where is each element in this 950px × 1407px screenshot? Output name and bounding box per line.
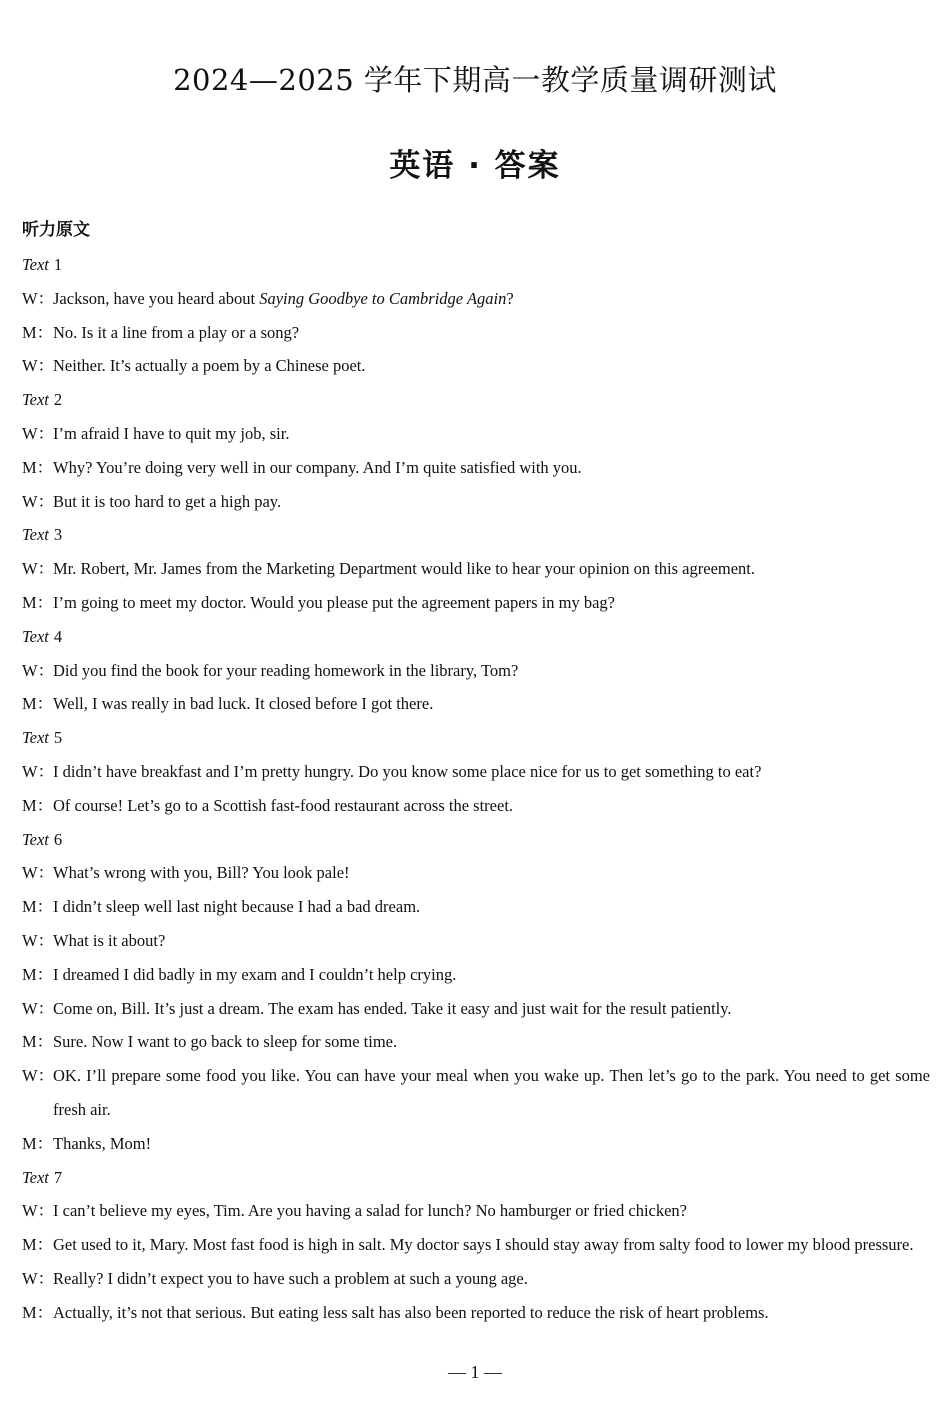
poem-title: Saying Goodbye to Cambridge Again bbox=[259, 288, 507, 308]
text-heading bbox=[22, 518, 930, 552]
dialogue-line bbox=[22, 924, 930, 958]
speaker-label: W： bbox=[22, 998, 55, 1018]
utterance-text: Actually, it’s not that serious. But eating less salt has also been reported to reduce the risk of heart problems. bbox=[53, 1302, 769, 1322]
transcript bbox=[22, 248, 930, 1330]
speaker-label: W： bbox=[22, 288, 55, 308]
text-heading-number: 3 bbox=[53, 525, 63, 545]
dialogue-line bbox=[22, 1059, 930, 1127]
utterance-text: Come on, Bill. It’s just a dream. The exam has ended. Take it easy and just wait for the result patiently. bbox=[53, 998, 732, 1018]
text-heading-number: 4 bbox=[53, 626, 63, 646]
utterance-text: Thanks, Mom! bbox=[53, 1133, 152, 1153]
utterance-text bbox=[53, 282, 930, 316]
speaker-label: M： bbox=[22, 1032, 54, 1052]
utterance-text: Did you find the book for your reading homework in the library, Tom? bbox=[53, 660, 519, 680]
dialogue-line bbox=[22, 687, 930, 721]
utterance-text: I didn’t have breakfast and I’m pretty hungry. Do you know some place nice for us to get something to eat? bbox=[53, 761, 762, 781]
speaker-label: W： bbox=[22, 491, 55, 511]
dialogue-line bbox=[22, 552, 930, 586]
utterance-text: I dreamed I did badly in my exam and I couldn’t help crying. bbox=[53, 964, 457, 984]
speaker-label: W： bbox=[22, 761, 55, 781]
dialogue-line bbox=[22, 485, 930, 519]
utterance-text: What’s wrong with you, Bill? You look pale! bbox=[53, 863, 350, 883]
dialogue-line bbox=[22, 586, 930, 620]
speaker-label: W： bbox=[22, 1268, 55, 1288]
dialogue-line bbox=[22, 1296, 930, 1330]
text-heading bbox=[22, 721, 930, 755]
document-subtitle: 英语 · 答案 bbox=[389, 148, 561, 184]
speaker-label: M： bbox=[22, 897, 54, 917]
text-heading-number: 6 bbox=[53, 829, 63, 849]
utterance-text: OK. I’ll prepare some food you like. You can have your meal when you wake up. Then let’s go to the park. You need to get some fresh air. bbox=[53, 1066, 930, 1119]
utterance-text: What is it about? bbox=[53, 930, 166, 950]
speaker-label: W： bbox=[22, 1201, 55, 1221]
utterance-text: I can’t believe my eyes, Tim. Are you having a salad for lunch? No hamburger or fried chicken? bbox=[53, 1201, 687, 1221]
dialogue-line bbox=[22, 992, 930, 1026]
dialogue-line bbox=[22, 451, 930, 485]
dialogue-line bbox=[22, 316, 930, 350]
speaker-label: M： bbox=[22, 795, 54, 815]
text-heading-label: Text bbox=[22, 829, 49, 849]
dialogue-line bbox=[22, 958, 930, 992]
dialogue-line bbox=[22, 282, 930, 316]
text-heading-number: 7 bbox=[53, 1167, 63, 1187]
text-heading-number: 2 bbox=[53, 390, 63, 410]
speaker-label: M： bbox=[22, 1302, 54, 1322]
utterance-text: Really? I didn’t expect you to have such a problem at such a young age. bbox=[53, 1268, 528, 1288]
dialogue-line bbox=[22, 890, 930, 924]
utterance-text: Get used to it, Mary. Most fast food is high in salt. My doctor says I should stay away from salty food to lower my blood pressure. bbox=[53, 1235, 914, 1255]
dialogue-line bbox=[22, 1262, 930, 1296]
text-heading-number: 5 bbox=[53, 728, 63, 748]
dialogue-line bbox=[22, 1194, 930, 1228]
dialogue-line bbox=[22, 349, 930, 383]
dialogue-line bbox=[22, 1025, 930, 1059]
speaker-label: M： bbox=[22, 1133, 54, 1153]
speaker-label: M： bbox=[22, 592, 54, 612]
text-heading-number: 1 bbox=[53, 255, 63, 274]
utterance-text: Sure. Now I want to go back to sleep for some time. bbox=[53, 1032, 398, 1052]
text-heading bbox=[22, 823, 930, 857]
utterance-text: Mr. Robert, Mr. James from the Marketing Department would like to hear your opinion on this agreement. bbox=[53, 559, 756, 579]
document-title: 2024—2025 学年下期高一教学质量调研测试 bbox=[173, 63, 777, 97]
speaker-label: W： bbox=[22, 660, 55, 680]
speaker-label: W： bbox=[22, 1066, 55, 1086]
text-heading bbox=[22, 620, 930, 654]
text-heading-label: Text bbox=[22, 1167, 49, 1187]
speaker-label: M： bbox=[22, 1235, 54, 1255]
utterance-text: No. Is it a line from a play or a song? bbox=[53, 322, 300, 342]
speaker-label: M： bbox=[22, 457, 54, 477]
dialogue-line bbox=[22, 417, 930, 451]
page-number: — 1 — bbox=[448, 1362, 502, 1382]
speaker-label: W： bbox=[22, 559, 55, 579]
utterance-text: I’m going to meet my doctor. Would you please put the agreement papers in my bag? bbox=[53, 592, 615, 612]
utterance-text-start: Jackson, have you heard about bbox=[53, 288, 260, 308]
utterance-text: I didn’t sleep well last night because I had a bad dream. bbox=[53, 897, 421, 917]
dialogue-line bbox=[22, 856, 930, 890]
utterance-text: But it is too hard to get a high pay. bbox=[53, 491, 282, 511]
utterance-text: Neither. It’s actually a poem by a Chinese poet. bbox=[53, 356, 366, 376]
speaker-label: M： bbox=[22, 964, 54, 984]
text-heading-label: Text bbox=[22, 728, 49, 748]
section-title: 听力原文 bbox=[22, 220, 90, 240]
speaker-label: M： bbox=[22, 322, 54, 342]
dialogue-line bbox=[22, 789, 930, 823]
dialogue-line bbox=[22, 1127, 930, 1161]
utterance-text: I’m afraid I have to quit my job, sir. bbox=[53, 423, 290, 443]
dialogue-line bbox=[22, 1228, 930, 1262]
dialogue-line bbox=[22, 755, 930, 789]
speaker-label: M： bbox=[22, 694, 54, 714]
text-heading bbox=[22, 383, 930, 417]
text-heading-label: Text bbox=[22, 626, 49, 646]
utterance-text: Of course! Let’s go to a Scottish fast-food restaurant across the street. bbox=[53, 795, 514, 815]
speaker-label: W： bbox=[22, 930, 55, 950]
speaker-label: W： bbox=[22, 423, 55, 443]
text-heading-label: Text bbox=[22, 390, 49, 410]
speaker-label: W： bbox=[22, 356, 55, 376]
utterance-text: Why? You’re doing very well in our company. And I’m quite satisfied with you. bbox=[53, 457, 582, 477]
text-heading bbox=[22, 248, 930, 282]
utterance-text: Well, I was really in bad luck. It closed before I got there. bbox=[53, 694, 434, 714]
dialogue-line bbox=[22, 654, 930, 688]
utterance-text-end: ? bbox=[506, 288, 514, 308]
text-heading-label: Text bbox=[22, 525, 49, 545]
text-heading-label: Text bbox=[22, 255, 49, 274]
text-heading bbox=[22, 1161, 930, 1195]
speaker-label: W： bbox=[22, 863, 55, 883]
